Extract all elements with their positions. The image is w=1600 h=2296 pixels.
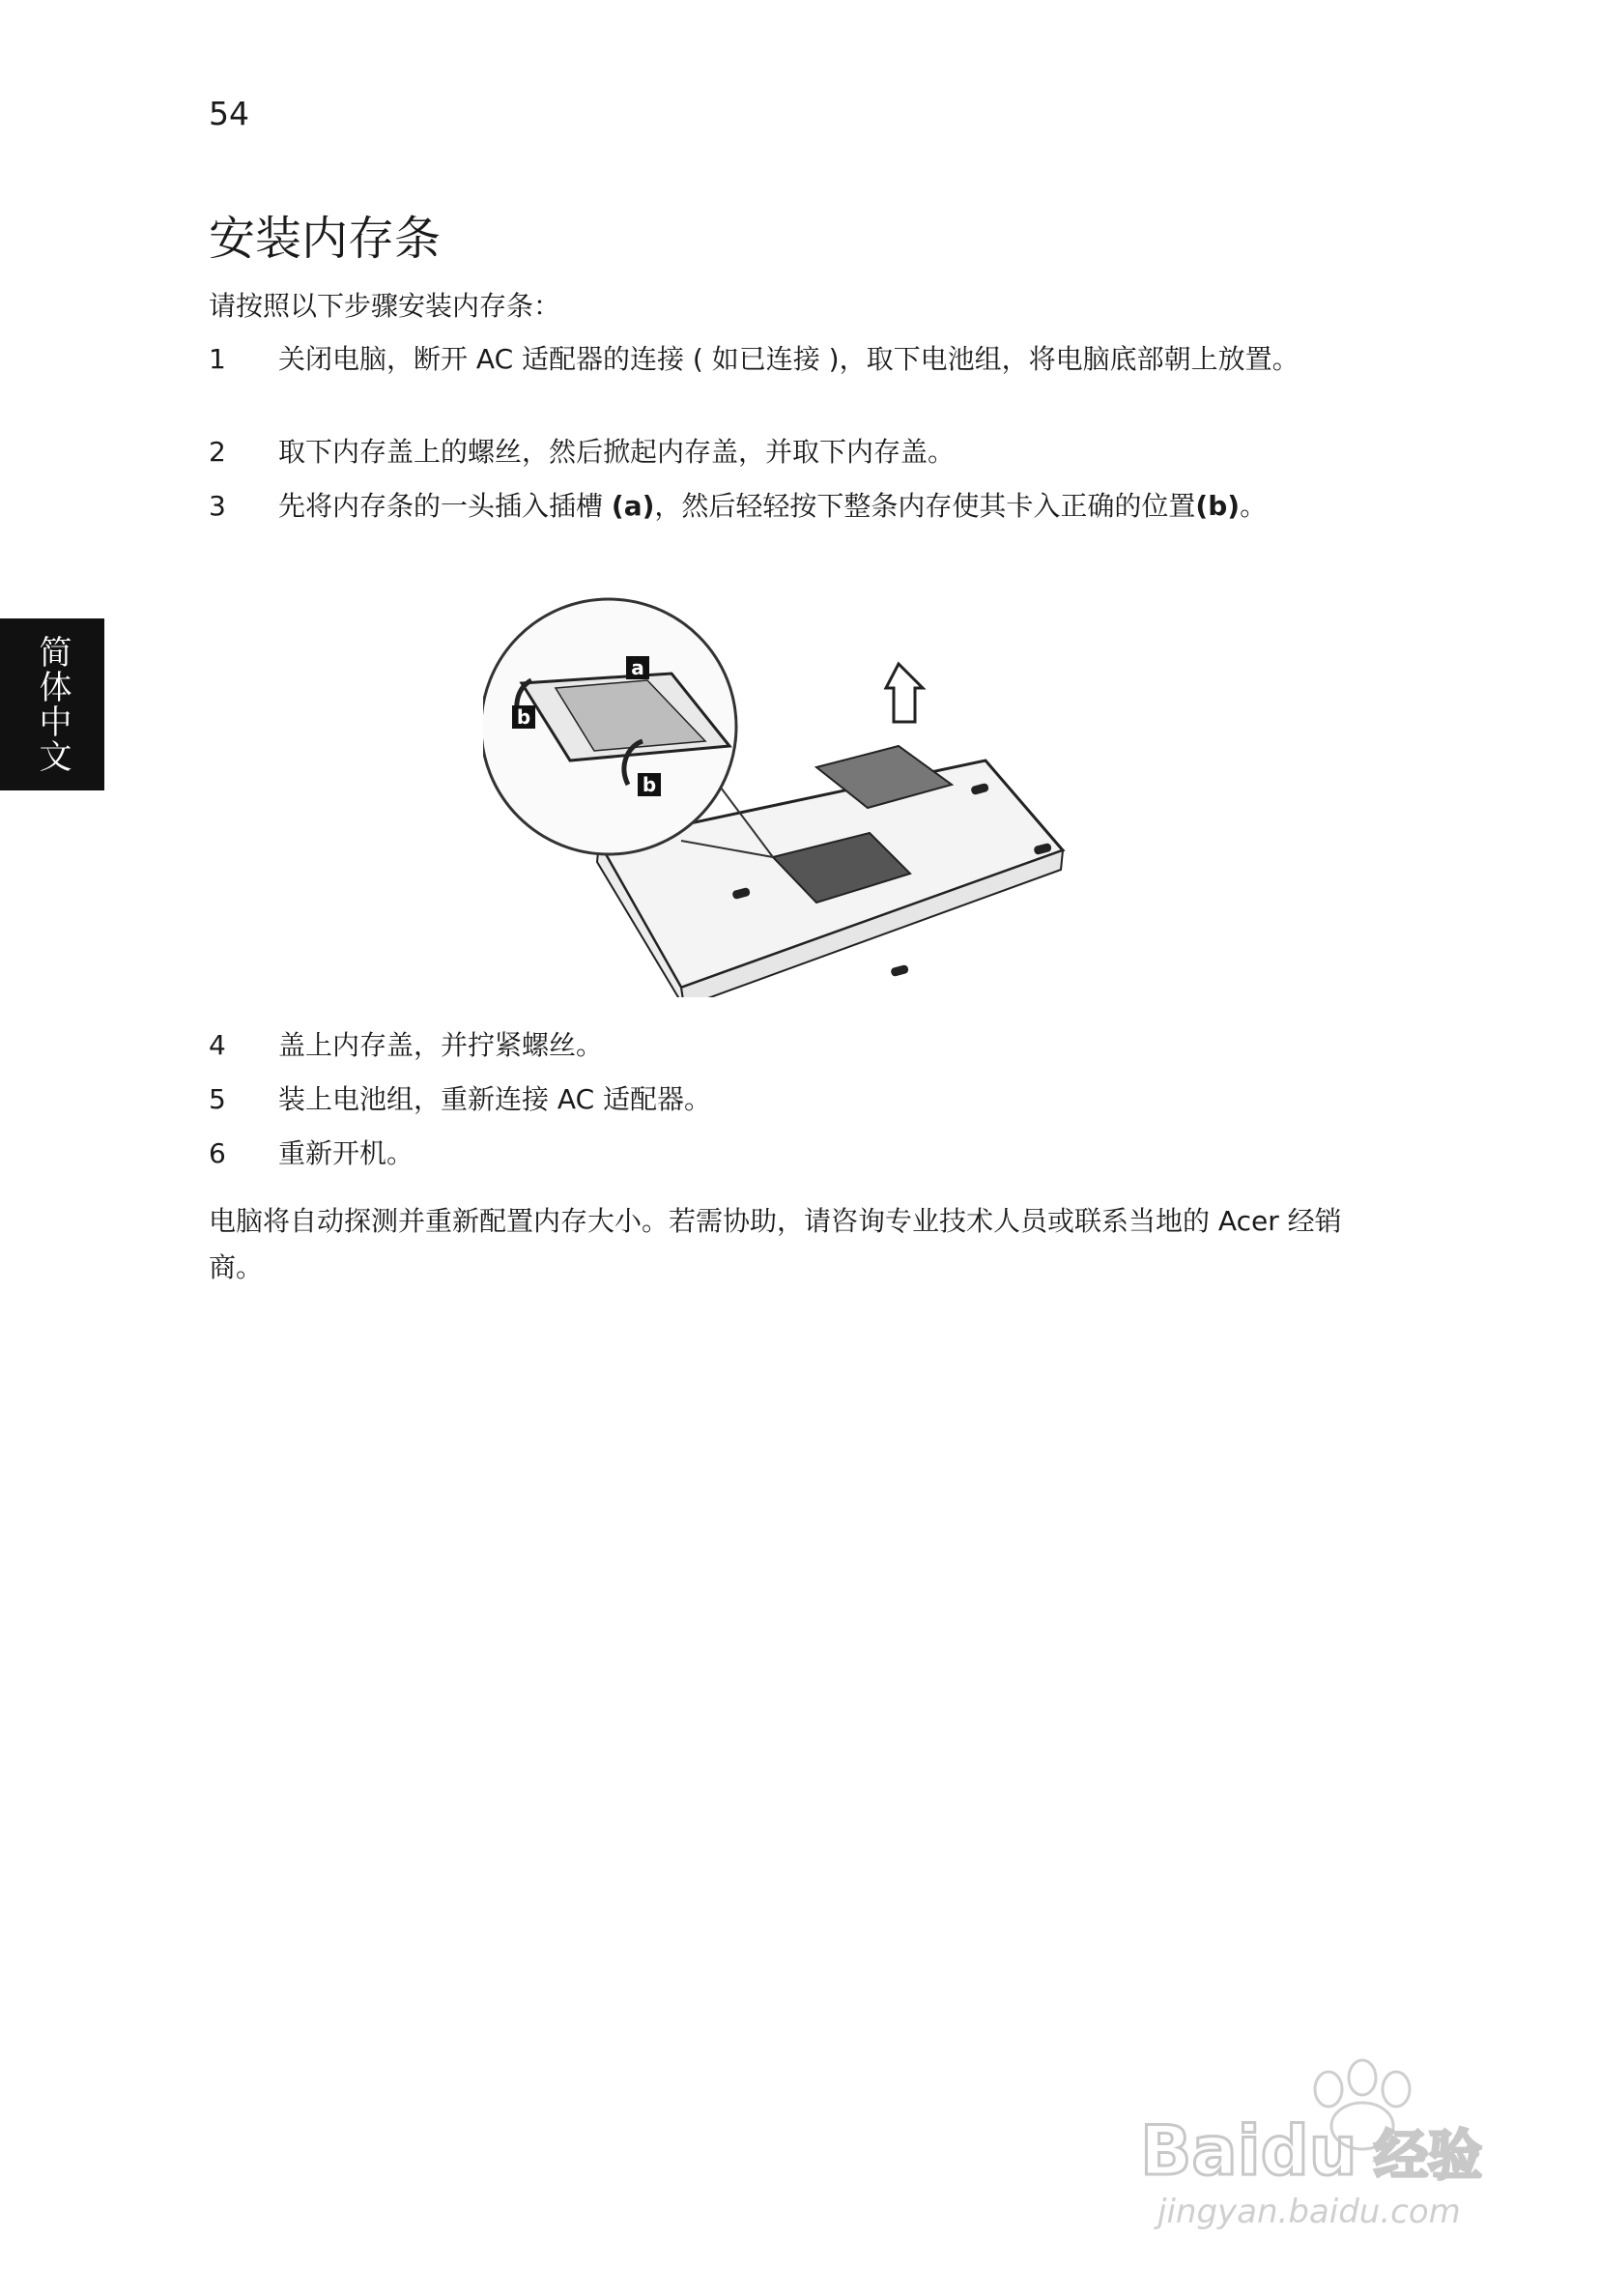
watermark-brand: Baidu <box>1140 2111 1357 2191</box>
label-a-ref: (a) <box>611 490 655 522</box>
step-text: 关闭电脑，断开 AC 适配器的连接 ( 如已连接 )，取下电池组，将电脑底部朝上放置。 <box>278 343 1300 375</box>
step-number: 2 <box>209 436 226 468</box>
page-number: 54 <box>209 95 249 132</box>
side-tab-label: 简体中文 <box>33 635 71 774</box>
step-number: 5 <box>209 1083 226 1115</box>
watermark-url: jingyan.baidu.com <box>1157 2193 1461 2231</box>
step-text: 重新开机。 <box>278 1137 414 1169</box>
step-text: 先将内存条的一头插入插槽 (a)，然后轻轻按下整条内存使其卡入正确的位置(b)。 <box>278 490 1268 522</box>
watermark-cn: 经验 <box>1374 2125 1482 2188</box>
label-a: a <box>631 656 644 679</box>
label-b: b <box>516 705 531 729</box>
conclusion-text: 电脑将自动探测并重新配置内存大小。若需协助，请咨询专业技术人员或联系当地的 Acer 经销商。 <box>209 1205 1342 1283</box>
step-text: 盖上内存盖，并拧紧螺丝。 <box>278 1029 604 1061</box>
step-number: 6 <box>209 1137 226 1169</box>
step-text: 装上电池组，重新连接 AC 适配器。 <box>278 1083 712 1115</box>
label-b: b <box>642 773 657 796</box>
intro-text: 请按照以下步骤安装内存条： <box>209 290 561 322</box>
label-b-ref: (b) <box>1195 490 1241 522</box>
step-number: 1 <box>209 343 226 375</box>
step-number: 4 <box>209 1029 226 1061</box>
step-text: 取下内存盖上的螺丝，然后掀起内存盖，并取下内存盖。 <box>278 436 956 468</box>
memory-install-illustration <box>483 591 1082 997</box>
language-side-tab <box>0 618 104 790</box>
baidu-watermark <box>1130 2049 1507 2242</box>
page-title: 安装内存条 <box>209 212 442 266</box>
step-number: 3 <box>209 490 226 522</box>
